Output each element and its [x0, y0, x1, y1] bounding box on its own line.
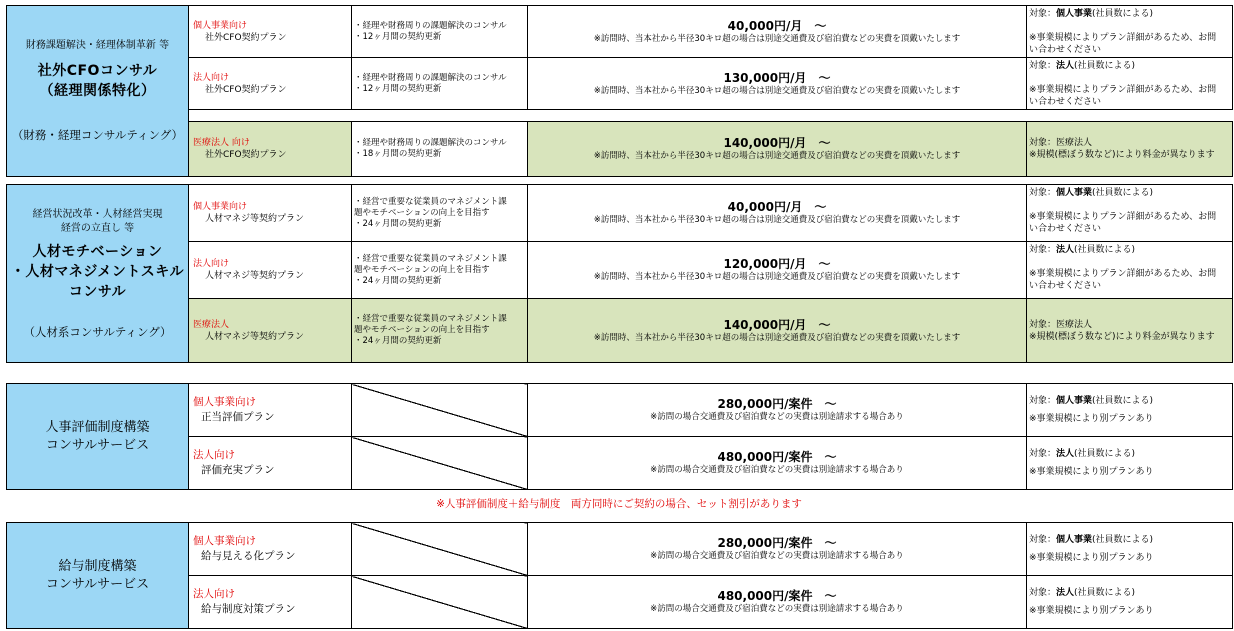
plan-cell: [189, 122, 352, 177]
price-note: ※訪問時、当本社から半径30キロ超の場合は別途交通費及び宿泊費などの実費を頂戴いたします: [593, 85, 961, 96]
note-suffix: (社員数による): [1092, 535, 1154, 545]
note-line: ※事業規模によりプラン詳細があるため、お問: [1029, 33, 1217, 43]
note-line: ※事業規模により別プランあり: [1029, 553, 1154, 563]
price-note: ※訪問の場合交通費及び宿泊費などの実費は別途請求する場合あり: [650, 412, 904, 422]
set-discount-notice: ※人事評価制度＋給与制度 両方同時にご契約の場合、セット割引があります: [436, 498, 802, 510]
note-suffix: (社員数による): [1092, 396, 1154, 406]
price-note: ※訪問の場合交通費及び宿泊費などの実費は別途請求する場合あり: [650, 551, 904, 561]
target-note: [1027, 384, 1233, 437]
plan-description: [352, 6, 528, 58]
price-cell: [528, 523, 1027, 576]
empty-description-cell: [352, 576, 528, 629]
plan-description: [352, 242, 528, 299]
note-line: ※事業規模によりプラン詳細があるため、お問: [1029, 269, 1217, 279]
plan-target: 医療法人: [193, 319, 230, 330]
note-line: い合わせください: [1029, 97, 1102, 107]
note-target: 個人事業: [1056, 535, 1093, 545]
plan-cell: [189, 58, 352, 110]
note-suffix: (社員数による): [1092, 9, 1154, 19]
price-note: ※訪問時、当本社から半径30キロ超の場合は別途交通費及び宿泊費などの実費を頂戴いたします: [593, 272, 961, 282]
evaluation-section-table: [6, 383, 1233, 490]
price-amount: 40,000円/月 ～: [727, 200, 827, 214]
desc-line: ・経営で重要な従業員のマネジメント課: [354, 253, 507, 264]
note-line: ※事業規模により別プランあり: [1029, 606, 1154, 616]
evaluation-section-header: [7, 384, 189, 490]
note-line: い合わせください: [1029, 281, 1102, 291]
note-line: ※規模(標ぼう数など)により料金が異なります: [1029, 150, 1215, 160]
note-target: 個人事業: [1056, 396, 1093, 406]
desc-line: ・経営で重要な従業員のマネジメント課: [354, 196, 507, 207]
plan-name: 社外CFO契約プラン: [205, 150, 287, 160]
note-prefix: 対象：: [1029, 535, 1057, 545]
plan-target: 個人事業向け: [193, 202, 248, 212]
note-prefix: 対象：: [1029, 188, 1057, 198]
plan-target: 医療法人 向け: [193, 138, 250, 148]
hr-section-tagline-2: 経営の立直し 等: [60, 222, 135, 234]
note-prefix: 対象：: [1029, 588, 1057, 598]
cfo-section-title-sub: （経理関係特化）: [39, 83, 156, 99]
note-line: 対象：医療法人: [1029, 138, 1093, 148]
price-cell: [528, 58, 1027, 110]
price-cell: [528, 122, 1027, 177]
note-suffix: (社員数による): [1074, 245, 1136, 255]
plan-cell: [189, 576, 352, 629]
price-amount: 280,000円/案件 ～: [717, 536, 837, 550]
price-amount: 140,000円/月 ～: [723, 136, 831, 150]
salary-section-title: 給与制度構築: [58, 558, 137, 574]
note-prefix: 対象：: [1029, 396, 1057, 406]
note-suffix: (社員数による): [1074, 61, 1136, 71]
plan-name: 給与見える化プラン: [201, 550, 296, 562]
salary-section-table: [6, 522, 1233, 629]
note-prefix: 対象：: [1029, 245, 1057, 255]
desc-line: 題やモチベーションの向上を目指す: [354, 207, 490, 218]
plan-name: 人材マネジ等契約プラン: [205, 331, 305, 342]
plan-cell: [189, 437, 352, 490]
plan-name: 正当評価プラン: [201, 411, 275, 423]
note-target: 個人事業: [1056, 9, 1093, 19]
evaluation-section-title-2: コンサルサービス: [45, 437, 150, 453]
target-note: [1027, 437, 1233, 490]
price-amount: 280,000円/案件 ～: [717, 397, 837, 411]
price-amount: 130,000円/月 ～: [723, 70, 831, 85]
price-cell: [528, 437, 1027, 490]
plan-name: 社外CFO契約プラン: [205, 84, 287, 95]
cfo-section-tagline: 財務課題解決・経理体制革新 等: [25, 40, 170, 51]
cfo-section-table: [6, 5, 1233, 177]
desc-line: 題やモチベーションの向上を目指す: [354, 325, 490, 335]
plan-cell: [189, 384, 352, 437]
price-note: ※訪問の場合交通費及び宿泊費などの実費は別途請求する場合あり: [650, 465, 904, 475]
note-target: 法人: [1056, 588, 1075, 598]
hr-section-header: [7, 185, 189, 363]
plan-cell: [189, 242, 352, 299]
price-amount: 480,000円/案件 ～: [717, 589, 837, 603]
desc-line: ・12ヶ月間の契約更新: [354, 31, 442, 42]
plan-name: 人材マネジ等契約プラン: [205, 271, 305, 281]
plan-target: 法人向け: [193, 72, 230, 83]
price-note: ※訪問時、当本社から半径30キロ超の場合は別途交通費及び宿泊費などの実費を頂戴いたします: [593, 151, 961, 161]
note-prefix: 対象：: [1029, 449, 1057, 459]
plan-target: 個人事業向け: [193, 396, 256, 408]
note-target: 法人: [1056, 61, 1075, 71]
hr-section-title: 人材モチベーション: [32, 243, 163, 260]
plan-description: [352, 58, 528, 110]
evaluation-section-title: 人事評価制度構築: [45, 419, 150, 435]
plan-cell: [189, 6, 352, 58]
target-note: [1027, 122, 1233, 177]
desc-line: ・24ヶ月間の契約更新: [354, 336, 442, 346]
price-note: ※訪問時、当本社から半径30キロ超の場合は別途交通費及び宿泊費などの実費を頂戴いたします: [593, 215, 961, 225]
price-cell: [528, 576, 1027, 629]
plan-description: [352, 122, 528, 177]
hr-section-table: [6, 184, 1233, 363]
price-cell: [528, 384, 1027, 437]
note-line: ※事業規模により別プランあり: [1029, 414, 1154, 424]
note-line: い合わせください: [1029, 224, 1102, 234]
empty-description-cell: [352, 523, 528, 576]
empty-description-cell: [352, 437, 528, 490]
note-line: ※事業規模によりプラン詳細があるため、お問: [1029, 85, 1217, 95]
plan-name: 社外CFO契約プラン: [205, 32, 287, 43]
price-note: ※訪問時、当本社から半径30キロ超の場合は別途交通費及び宿泊費などの実費を頂戴いたします: [593, 33, 961, 44]
plan-target: 法人向け: [193, 588, 235, 600]
desc-line: ・24ヶ月間の契約更新: [354, 218, 442, 229]
note-line: ※事業規模により別プランあり: [1029, 467, 1154, 477]
plan-name: 給与制度対策プラン: [201, 603, 296, 615]
target-note: [1027, 6, 1233, 58]
target-note: [1027, 299, 1233, 363]
note-suffix: (社員数による): [1074, 588, 1136, 598]
price-cell: [528, 6, 1027, 58]
price-note: ※訪問の場合交通費及び宿泊費などの実費は別途請求する場合あり: [650, 604, 904, 614]
desc-line: ・経理や財務周りの課題解決のコンサル: [354, 20, 507, 31]
note-target: 個人事業: [1056, 188, 1093, 198]
hr-section-tagline: 経営状況改革・人材経営実現: [32, 208, 163, 220]
note-line: 対象：医療法人: [1029, 319, 1093, 330]
desc-line: ・24ヶ月間の契約更新: [354, 275, 442, 286]
plan-description: [352, 299, 528, 363]
price-cell: [528, 185, 1027, 242]
plan-target: 個人事業向け: [193, 20, 248, 31]
price-amount: 40,000円/月 ～: [727, 18, 827, 33]
desc-line: ・12ヶ月間の契約更新: [354, 83, 442, 94]
note-line: い合わせください: [1029, 45, 1102, 55]
desc-line: ・経理や財務周りの課題解決のコンサル: [354, 138, 507, 148]
desc-line: 題やモチベーションの向上を目指す: [354, 264, 490, 275]
plan-target: 個人事業向け: [193, 535, 256, 547]
note-prefix: 対象：: [1029, 61, 1057, 71]
plan-cell: [189, 523, 352, 576]
plan-cell: [189, 185, 352, 242]
note-suffix: (社員数による): [1074, 449, 1136, 459]
price-amount: 140,000円/月 ～: [723, 317, 831, 332]
target-note: [1027, 242, 1233, 299]
desc-line: ・経理や財務周りの課題解決のコンサル: [354, 72, 507, 83]
price-amount: 480,000円/案件 ～: [717, 450, 837, 464]
plan-name: 評価充実プラン: [201, 464, 275, 476]
price-cell: [528, 242, 1027, 299]
note-suffix: (社員数による): [1092, 188, 1154, 198]
plan-cell: [189, 299, 352, 363]
note-target: 法人: [1056, 449, 1075, 459]
hr-section-category: （人材系コンサルティング）: [23, 324, 172, 339]
desc-line: ・経営で重要な従業員のマネジメント課: [354, 314, 507, 324]
plan-name: 人材マネジ等契約プラン: [205, 214, 305, 224]
price-amount: 120,000円/月 ～: [723, 257, 831, 271]
plan-target: 法人向け: [193, 259, 230, 269]
plan-description: [352, 185, 528, 242]
price-cell: [528, 299, 1027, 363]
price-note: ※訪問時、当本社から半径30キロ超の場合は別途交通費及び宿泊費などの実費を頂戴いたします: [593, 332, 961, 343]
salary-section-header: [7, 523, 189, 629]
note-target: 法人: [1056, 245, 1075, 255]
cfo-section-title: 社外CFOコンサル: [37, 63, 158, 79]
cfo-section-header: [7, 6, 189, 177]
target-note: [1027, 58, 1233, 110]
hr-section-title-2: ・人材マネジメントスキル: [10, 263, 185, 280]
target-note: [1027, 185, 1233, 242]
note-prefix: 対象：: [1029, 9, 1057, 19]
empty-description-cell: [352, 384, 528, 437]
note-line: ※規模(標ぼう数など)により料金が異なります: [1029, 331, 1215, 342]
desc-line: ・18ヶ月間の契約更新: [354, 149, 442, 159]
cfo-section-category: （財務・経理コンサルティング）: [11, 128, 184, 142]
plan-target: 法人向け: [193, 449, 235, 461]
note-line: ※事業規模によりプラン詳細があるため、お問: [1029, 212, 1217, 222]
target-note: [1027, 523, 1233, 576]
hr-section-title-3: コンサル: [68, 283, 127, 300]
target-note: [1027, 576, 1233, 629]
salary-section-title-2: コンサルサービス: [45, 576, 150, 592]
